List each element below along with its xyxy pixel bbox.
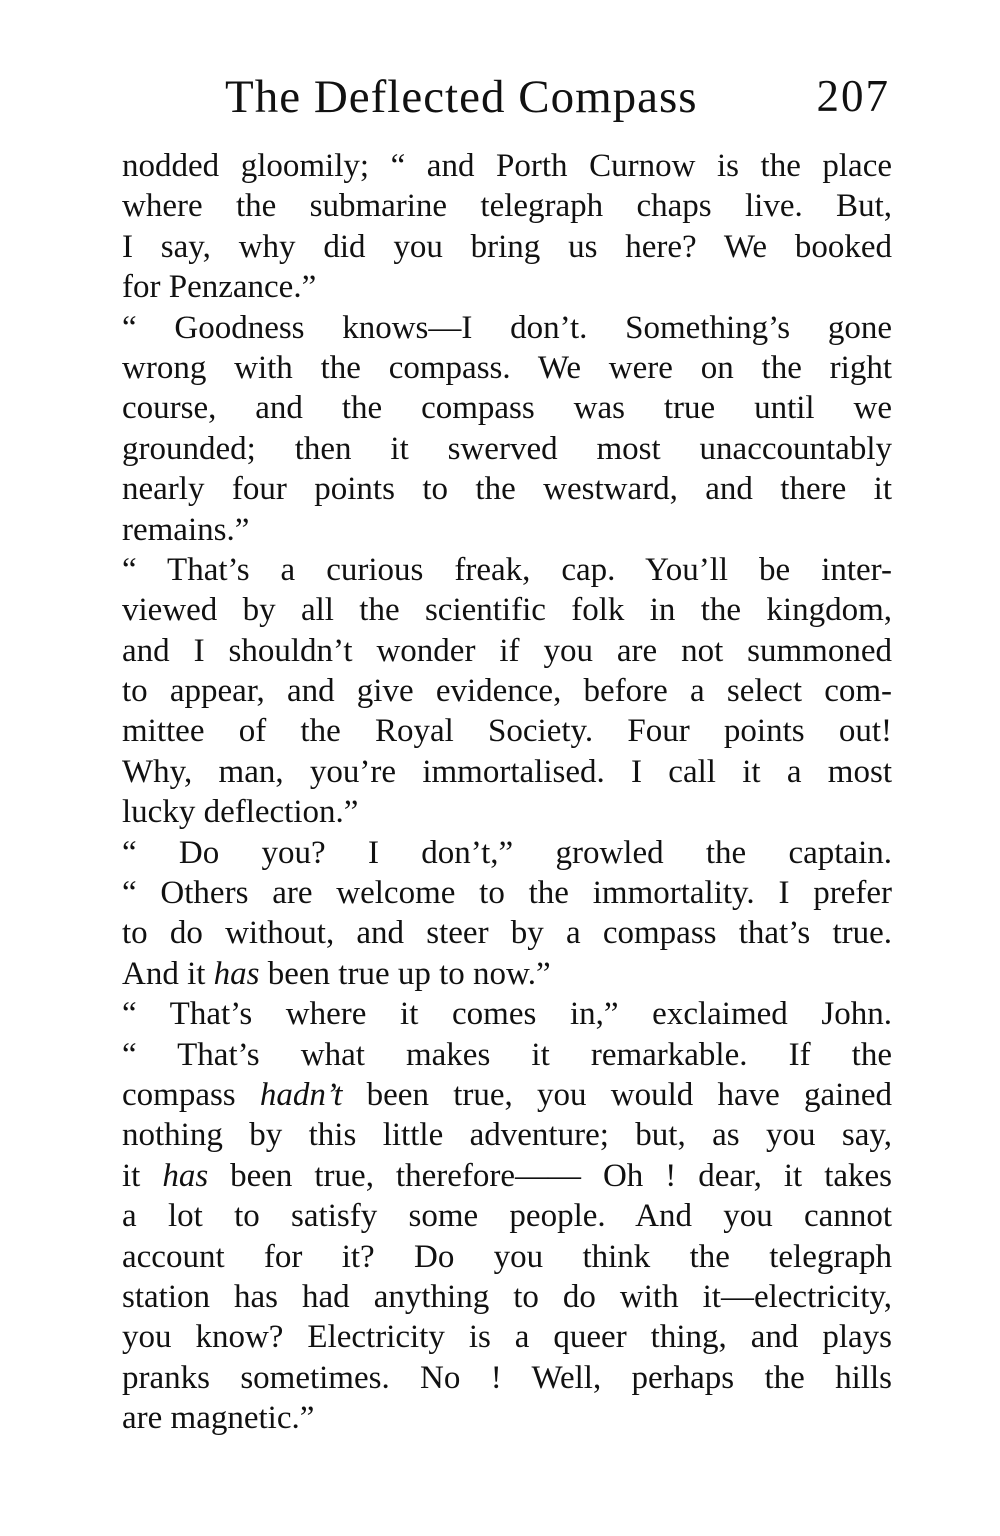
text-line — [122, 308, 892, 348]
italic-word: has — [213, 955, 260, 992]
text-run: nearly four points to the westward, and there it — [122, 471, 892, 508]
text-run: “ That’s where it comes in,” exclaimed John. — [122, 996, 892, 1033]
text-run: pranks sometimes. No ! Well, perhaps the hills — [122, 1359, 892, 1396]
text-run: “ Goodness knows—I don’t. Something’s gone — [122, 309, 892, 346]
text-line — [122, 1196, 892, 1236]
page-body-text — [122, 146, 892, 1439]
text-line — [122, 227, 892, 267]
text-run: “ That’s a curious freak, cap. You’ll be inter- — [122, 551, 892, 588]
text-run: and I shouldn’t wonder if you are not summoned — [122, 632, 892, 669]
text-line — [122, 146, 892, 186]
text-line — [122, 510, 892, 550]
text-run: I say, why did you bring us here? We booked — [122, 228, 892, 265]
text-line — [122, 590, 892, 630]
text-line — [122, 873, 892, 913]
text-run: remains.” — [122, 511, 250, 548]
text-run: where the submarine telegraph chaps live. But, — [122, 188, 892, 225]
text-line — [122, 348, 892, 388]
text-line — [122, 1115, 892, 1155]
text-line — [122, 469, 892, 509]
text-run: “ Others are welcome to the immortality. I prefer — [122, 875, 892, 912]
page-number: 207 — [816, 71, 890, 121]
italic-word: hadn’t — [259, 1076, 343, 1113]
text-line — [122, 267, 892, 307]
text-line — [122, 631, 892, 671]
text-run: a lot to satisfy some people. And you cannot — [122, 1198, 892, 1235]
text-run: mittee of the Royal Society. Four points out! — [122, 713, 892, 750]
text-line — [122, 1237, 892, 1277]
text-run: you know? Electricity is a queer thing, and plays — [122, 1319, 892, 1356]
text-line — [122, 1358, 892, 1398]
text-run: nodded gloomily; “ and Porth Curnow is the place — [122, 148, 892, 184]
text-run: station has had anything to do with it—electricity, — [122, 1278, 892, 1315]
text-run: to do without, and steer by a compass that’s true. — [122, 915, 892, 952]
text-run: it — [122, 1157, 163, 1194]
text-line — [122, 711, 892, 751]
italic-word: has — [162, 1157, 209, 1194]
text-run: been true up to now.” — [259, 955, 551, 992]
chapter-title: The Deflected Compass — [225, 71, 698, 123]
text-run: grounded; then it swerved most unaccountably — [122, 430, 892, 467]
text-run: compass — [122, 1076, 260, 1113]
text-run: are magnetic.” — [122, 1400, 315, 1437]
text-line — [122, 1277, 892, 1317]
text-line — [122, 550, 892, 590]
text-run: account for it? Do you think the telegraph — [122, 1238, 892, 1275]
text-line — [122, 186, 892, 226]
text-line — [122, 1317, 892, 1357]
text-run: course, and the compass was true until we — [122, 390, 892, 427]
text-line — [122, 833, 892, 873]
text-run: viewed by all the scientific folk in the kingdom, — [122, 592, 892, 629]
text-run: “ That’s what makes it remarkable. If the — [122, 1036, 892, 1073]
text-run: to appear, and give evidence, before a select com- — [122, 673, 892, 710]
text-line — [122, 1075, 892, 1115]
text-run: And it — [122, 955, 214, 992]
text-line — [122, 994, 892, 1034]
text-run: been true, therefore—— Oh ! dear, it takes — [208, 1157, 892, 1194]
text-line — [122, 388, 892, 428]
text-run: “ Do you? I don’t,” growled the captain. — [122, 834, 892, 871]
text-line — [122, 954, 892, 994]
text-line — [122, 1398, 892, 1438]
text-run: nothing by this little adventure; but, as you say, — [122, 1117, 892, 1154]
text-line — [122, 429, 892, 469]
text-run: lucky deflection.” — [122, 794, 359, 831]
text-line — [122, 1035, 892, 1075]
text-run: wrong with the compass. We were on the right — [122, 349, 892, 386]
text-line — [122, 671, 892, 711]
running-header — [225, 70, 890, 130]
text-run: for Penzance.” — [122, 269, 317, 306]
text-line — [122, 752, 892, 792]
text-line — [122, 792, 892, 832]
text-run: been true, you would have gained — [342, 1076, 892, 1113]
text-line — [122, 913, 892, 953]
text-line — [122, 1156, 892, 1196]
text-run: Why, man, you’re immortalised. I call it a most — [122, 753, 892, 790]
